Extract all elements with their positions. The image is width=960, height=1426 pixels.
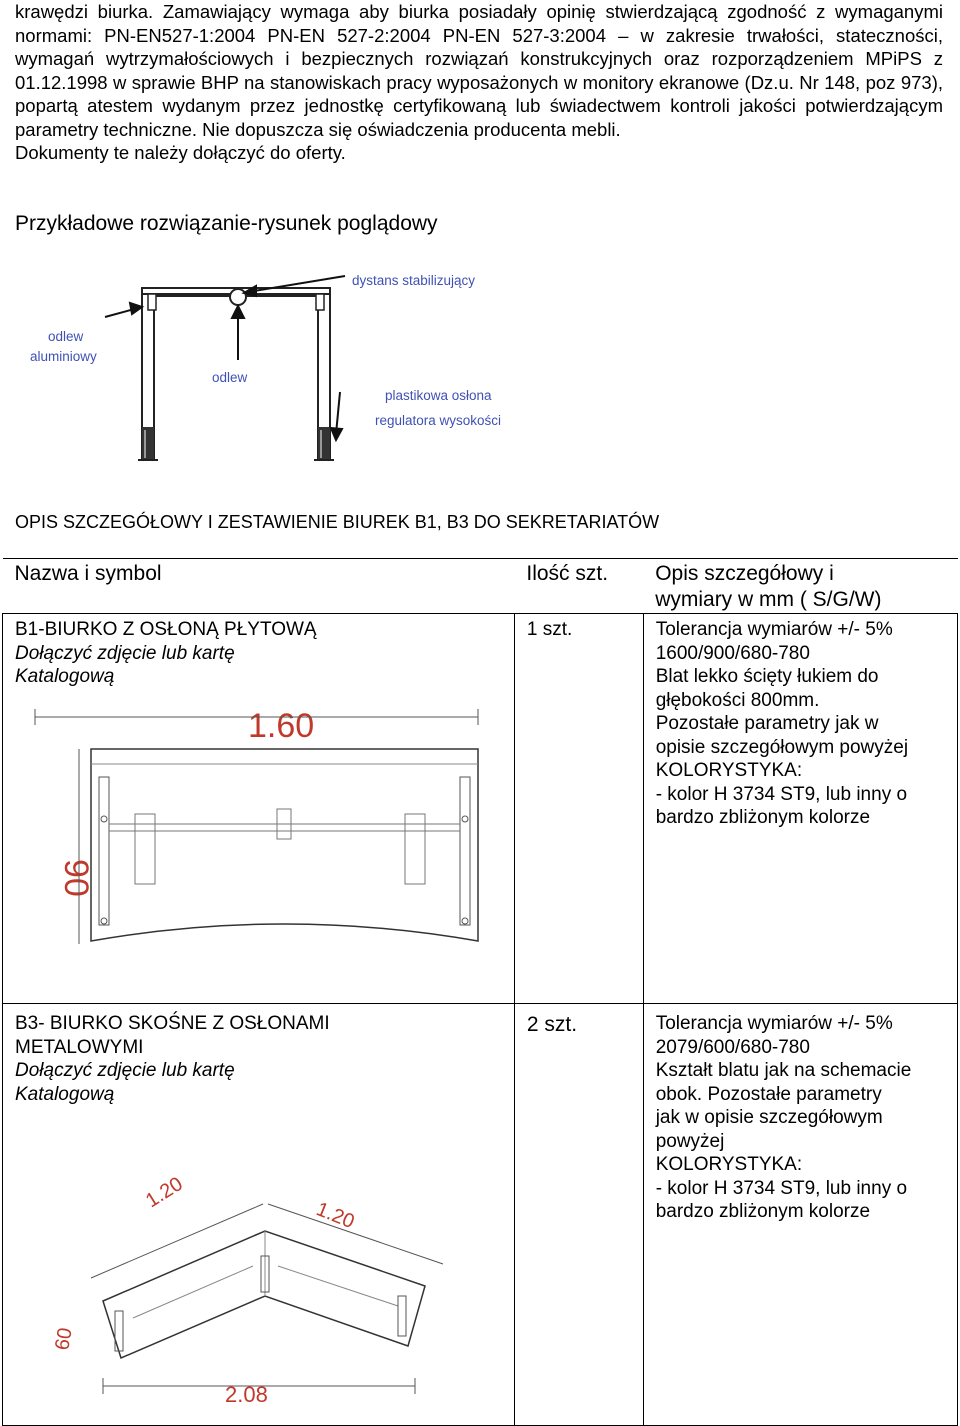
left-height-regulator	[142, 427, 154, 460]
desk-spec-table	[2, 558, 958, 1426]
b3-name-2: METALOWYMI	[15, 1036, 144, 1058]
header-name: Nazwa i symbol	[14, 562, 162, 585]
table-row	[3, 614, 958, 1004]
intro-documents-note: Dokumenty te należy dołączyć do oferty.	[15, 142, 346, 163]
b1-name: B1-BIURKO Z OSŁONĄ PŁYTOWĄ	[15, 619, 317, 640]
b3-total-label: 2.08	[225, 1382, 268, 1406]
b3-name-1: B3- BIURKO SKOŚNE Z OSŁONAMI	[15, 1013, 330, 1034]
intro-text	[15, 0, 943, 165]
desk-frame-illustration	[0, 262, 560, 472]
table-header-row	[3, 559, 958, 614]
intro-paragraph: krawędzi biurka. Zamawiający wymaga aby biurka posiadały opinię stwierdzającą zgodność z wymaganymi normami: PN-EN527-1:2004 PN-EN 527-2:2004 PN-EN 527-3:2004 – w zakresie trwałości, stateczności, wymagań wytrzymałościowych i bezpiecznych rozwiązań konstrukcyjnych oraz rozporządzeniem MPiPS z 01.12.1998 w sprawie BHP na stanowiskach pracy wyposażonych w monitory ekranowe (Dz.u. Nr 148, poz 973), popartą atestem wydanym przez jednostkę certyfikowaną lub świadectwem kontroli jakości potwierdzającym parametry techniczne. Nie dopuszcza się oświadczenia producenta mebli.	[15, 1, 943, 140]
b3-note-2: Katalogową	[15, 1083, 115, 1105]
b1-desktop-outline	[91, 749, 478, 941]
b3-note-1: Dołączyć zdjęcie lub kartę	[15, 1060, 235, 1081]
example-heading: Przykładowe rozwiązanie-rysunek poglądowy	[15, 212, 438, 235]
label-profile-1: odlew	[48, 329, 84, 344]
label-cover-2: regulatora wysokości	[375, 413, 502, 428]
right-height-regulator	[318, 427, 330, 460]
b3-desktop-outline	[103, 1231, 425, 1358]
b1-depth-label: 90	[57, 858, 95, 897]
b3-desk-drawing	[3, 1106, 508, 1406]
b3-arm2-label: 1.20	[313, 1198, 358, 1234]
header-qty: Ilość szt.	[526, 562, 609, 585]
label-profile-2: aluminiowy	[30, 349, 97, 364]
b3-qty: 2 szt.	[526, 1013, 578, 1036]
b1-width-label: 1.60	[248, 706, 315, 745]
stabilizer-spacer	[230, 289, 246, 305]
b1-desk-drawing	[3, 689, 508, 957]
section-title: OPIS SZCZEGÓŁOWY I ZESTAWIENIE BIUREK B1, B3 DO SEKRETARIATÓW	[15, 512, 660, 532]
b1-desc: Tolerancja wymiarów +/- 5% 1600/900/680-780 Blat lekko ścięty łukiem do głębokości 800mm. Pozostałe parametry jak w opisie szczegółowym powyżej KOLORYSTYKA: - kolor H 3734 ST9, lub inny o bardzo zbliżonym kolorze	[655, 619, 909, 828]
b3-depth-label: 60	[51, 1326, 77, 1352]
b1-note-2: Katalogową	[15, 666, 115, 687]
label-spacer: dystans stabilizujący	[352, 273, 476, 288]
table-row	[3, 1004, 958, 1426]
label-cover-1: plastikowa osłona	[385, 388, 492, 403]
b1-note-1: Dołączyć zdjęcie lub kartę	[15, 642, 235, 664]
b1-qty: 1 szt.	[526, 619, 573, 640]
label-casting: odlew	[212, 370, 248, 385]
b3-arm1-label: 1.20	[141, 1172, 187, 1213]
header-desc: Opis szczegółowy i wymiary w mm ( S/G/W)	[655, 562, 882, 611]
b3-desc: Tolerancja wymiarów +/- 5% 2079/600/680-780 Kształt blatu jak na schemacie obok. Pozostałe parametry jak w opisie szczegółowym powyżej KOLORYSTYKA: - kolor H 3734 ST9, lub inny o bardzo zbliżonym kolorze	[655, 1013, 912, 1222]
